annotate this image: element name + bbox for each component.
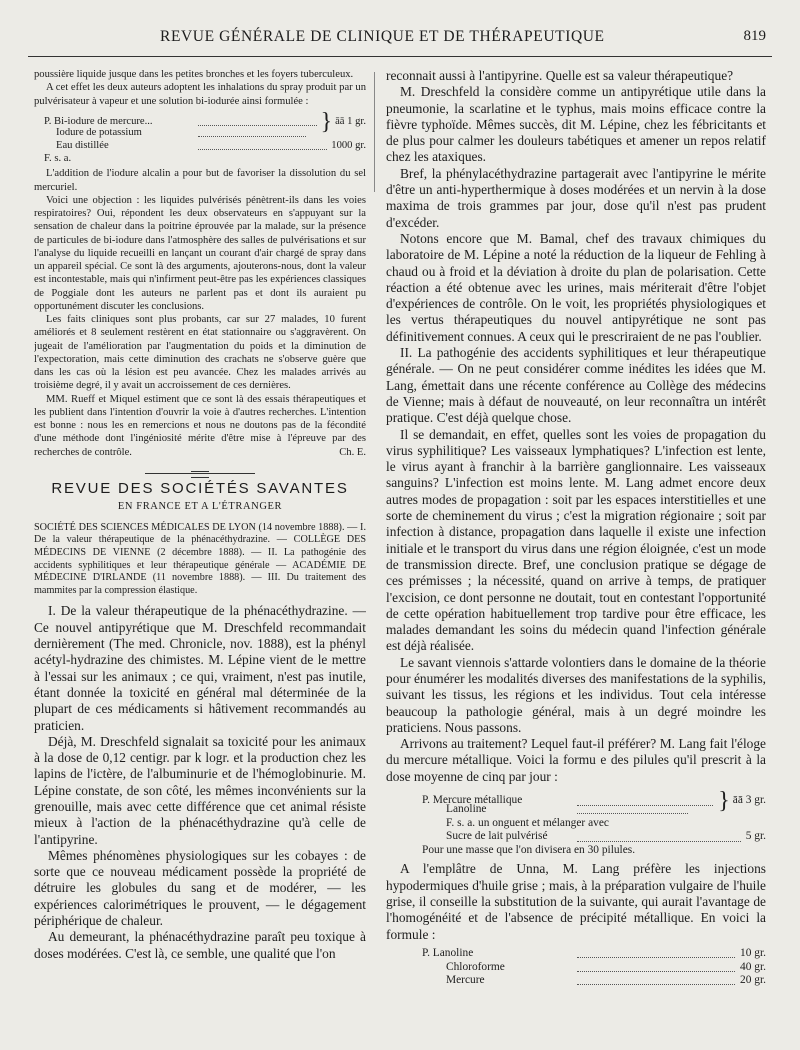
paragraph: Mêmes phénomènes physiologiques sur les cobayes : de sorte que ce nouveau médicament possède la propriété de détruire les globules du sang et de modérer, — les expériences calorimétriques le prouvent, — le dégagement périphérique de chaleur. bbox=[34, 847, 366, 929]
formula-huile-grise bbox=[422, 947, 766, 988]
section-ornament bbox=[145, 473, 255, 474]
paragraph: Arrivons au traitement? Lequel faut-il préférer? M. Lang fait l'éloge du mercure métallique. Voici la formu e des pilules qu'il prescrit à la dose moyenne de cinq par jour : bbox=[386, 736, 766, 784]
paragraph: Déjà, M. Dreschfeld signalait sa toxicité pour les animaux à la dose de 0,12 centigr. par k logr. et la production chez les lapins de l'ictère, de l'albuminurie et de l'hémoglobinurie. M. Lépine constate, de son côté, les mêmes inconvénients sur la grenouille, mais avec cette différence que cet animal résiste mieux à l'action de la phénacéthydrazine qu'à celle de l'antipyrine. bbox=[34, 733, 366, 847]
paragraph: Notons encore que M. Bamal, chef des travaux chimiques du laboratoire de M. Lépine a noté la réduction de la liqueur de Fehling à chaud ou à froid et la déviation à droite du plan de polarisation. Cette réaction a été obtenue avec les urines, mais mériterait d'être l'objet d'expériences de contrôle. On le voit, les propriétés physiologiques et les vertus thérapeutiques du nouvel antipyrétique ne sont pas définitivement connues. A ceux qui le prescriraient de ne pas l'oublier. bbox=[386, 230, 766, 344]
paragraph: reconnait aussi à l'antipyrine. Quelle est sa valeur thérapeutique? bbox=[386, 68, 734, 83]
paragraph: L'addition de l'iodure alcalin a pour but de favoriser la dissolution du sel mercuriel. bbox=[34, 168, 366, 193]
formula-item: Mercure bbox=[446, 974, 485, 987]
section-subtitle: EN FRANCE ET A L'ÉTRANGER bbox=[117, 500, 283, 512]
formula-dose: 1000 gr. bbox=[331, 139, 366, 151]
right-column bbox=[386, 68, 766, 1043]
formula-item: Lanoline bbox=[446, 803, 487, 816]
formula-dose: āā 1 gr. bbox=[335, 116, 366, 128]
paragraph-text: MM. Rueff et Miquel estiment que ce sont là des essais thérapeutiques et les publient dans l'intention d'ouvrir la voie à d'autres recherches. L'intention est bonne : nous les en remercions et nous ne doutons pas de la fécondité d'une méthode dont l'ingéniosité mérite d'être mise à l'épreuve par des recherches de contrôle. bbox=[34, 393, 366, 458]
journal-title: REVUE GÉNÉRALE DE CLINIQUE ET DE THÉRAPEUTIQUE bbox=[160, 28, 605, 45]
column-separator bbox=[374, 72, 375, 192]
formula-bi-iodure: P. Bi-iodure de mercure... } āā 1 gr. Iodure de potassium Eau distillée 1000 gr. F. s. a. bbox=[44, 108, 366, 165]
paragraph: A cet effet les deux auteurs adoptent les inhalations du spray produit par un pulvérisateur à vapeur et une solution bi-iodurée ainsi formulée : bbox=[34, 82, 366, 107]
formula-item: Sucre de lait pulvérisé bbox=[446, 830, 548, 843]
paragraph: II. La pathogénie des accidents syphilitiques et leur thérapeutique générale. — On ne peut considérer comme inédites les idées que M. Lang, émettait dans une récente conférence au Collège des médecins de Vienne; mais à défaut de nouveauté, on leur reconnaîtra un intérêt pratique. C'est déjà quelque chose. bbox=[386, 345, 766, 426]
paragraph: poussière liquide jusque dans les petites bronches et les foyers tuberculeux. bbox=[34, 69, 354, 80]
running-head bbox=[0, 22, 800, 50]
formula-item: P. Bi-iodure de mercure... bbox=[44, 116, 153, 128]
formula-item: Chloroforme bbox=[446, 960, 505, 973]
formula-dose: 10 gr. bbox=[740, 946, 766, 959]
formula-pilules: P. Mercure métallique } āā 3 gr. Lanoline F. s. a. un onguent et mélanger avec Sucre de lait pulvérisé 5 gr. Pour une masse que l'on divisera en 30 pilules. bbox=[422, 788, 766, 856]
section-title: REVUE DES SOCIÉTÉS SAVANTES bbox=[51, 479, 349, 497]
formula-note: Pour une masse que l'on divisera en 30 pilules. bbox=[422, 843, 636, 856]
formula-note: F. s. a. un onguent et mélanger avec bbox=[446, 816, 609, 829]
formula-note: F. s. a. bbox=[44, 153, 72, 165]
formula-dose: 5 gr. bbox=[745, 830, 766, 843]
paragraph: I. De la valeur thérapeutique de la phénacéthydrazine. — Ce nouvel antipyrétique que M. Dreschfeld recommandait dernièrement (The med. Chronicle, nov. 1888), est la phényl acétyl-hydrazine des chimistes. M. Lépine vient de le mettre à l'essai sur les animaux ; ce qui, vraiment, n'est pas inutile, étant donnée la toxicité en général mal déterminée de la plupart de ces médicaments si hâtivement recommandés au praticien. bbox=[34, 603, 366, 733]
page-number: 819 bbox=[743, 28, 766, 44]
formula-dose: āā 3 gr. bbox=[732, 794, 766, 807]
formula-item: P. Lanoline bbox=[422, 946, 474, 959]
paragraph: M. Dreschfeld la considère comme un antipyrétique utile dans la pneumonie, la scarlatine et le typhus, mais moins efficace contre la fièvre typhoïde. Mêmes succès, dit M. Lépine, chez les fébricitants et de plus pour calmer les douleurs tabétiques et amener un repos relatif chez les ataxiques. bbox=[386, 84, 766, 165]
paragraph: Il se demandait, en effet, quelles sont les voies de propagation du virus syphilitique? Les vaisseaux lymphatiques? L'infection est lente, le virus ayant à franchir à la barrière ganglionnaire. Les vaisseaux sanguins? L'infection est moins lente. M. Lang admet encore deux autres modes de propagation : soit par les espaces interstitielles et une sorte de cheminement du virus ; c'est la migration régionaire ; soit par infection à distance, propagation dans laquelle il existe une infection initiale et le transport du virus dans une région éloignée, c'est un mode de transmission directe. Bref, une conclusion pratique se dégage de ces prémisses ; la nécessité, quand on arrive à temps, de pratiquer l'excision, ce dont personne ne doutait, tout en contestant l'opportunité de cette opération habituellement trop tardive pour être efficace, les malades demandant les soins du médecin quand l'infection générale est déjà réalisée. bbox=[386, 426, 766, 654]
formula-dose: 40 gr. bbox=[740, 960, 766, 973]
paragraph bbox=[34, 393, 366, 459]
left-column bbox=[34, 68, 366, 1043]
signature: Ch. E. bbox=[339, 446, 366, 458]
formula-item: Eau distillée bbox=[56, 139, 109, 151]
formula-dose: 20 gr. bbox=[740, 974, 766, 987]
paragraph: Bref, la phénylacéthydrazine partagerait avec l'antipyrine le mérite d'être un anti-hyperthermique à doses modérées et un nervin à la dose maxima de trois grammes par jour, dose qu'il n'est pas prudent d'excéder. bbox=[386, 165, 766, 230]
formula-item: P. Mercure métallique bbox=[422, 794, 523, 807]
paragraph: Le savant viennois s'attarde volontiers dans le domaine de la théorie pour énumérer les modalités diverses des manifestations de la syphilis, suivant les tissus, les régions et les individus. Tout cela intéresse beaucoup la pathologie général, mais à un degré moindre les praticiens. Nous passons. bbox=[386, 654, 766, 735]
paragraph: Voici une objection : les liquides pulvérisés pénètrent-ils dans les voies respiratoires? Oui, répondent les deux observateurs en s'appuyant sur la sensation de chaleur dans la poitrine éprouvée par la malade, sur la présence de particules de bi-iodure dans l'atmosphère des salles de pulvérisations et sur l'analyse du liquide recueilli en lançant un courant d'air chargé de spray dans un appareil spécial. Ce sont là des arguments, ajouterons-nous, dont la valeur est incontestable, mais qui n'infirment peut-être pas les expériences classiques de Poggiale dont les auteurs ne parlent pas et dont ils auraient pu opportunément discuter les conclusions. bbox=[34, 194, 366, 312]
header-rule bbox=[28, 56, 772, 57]
paragraph: A l'emplâtre de Unna, M. Lang préfère les injections hypodermiques d'huile grise ; mais, à la préparation vulgaire de l'huile grise, il conseille la substitution de la suivante, qui aurait l'avantage de l'homogénéité et de l'absence de précipité métallique. En voici la formule : bbox=[386, 861, 766, 942]
paragraph: Les faits cliniques sont plus probants, car sur 27 malades, 10 furent améliorés et 8 seulement restèrent en état stationnaire ou s'aggravèrent. On jugeait de l'amélioration par l'augmentation du poids et la diminution de l'expectoration, mais cette diminution des crachats ne s'observe guère que dans les cas où la lésion est peu avancée. Chez les malades arrivés au troisième degré, il y avait un accroissement de ces dernières. bbox=[34, 314, 366, 392]
section-summary: SOCIÉTÉ DES SCIENCES MÉDICALES DE LYON (14 novembre 1888). — I. De la valeur thérapeutique de la phénacéthydrazine. — COLLÈGE DES MÉDECINS DE VIENNE (2 décembre 1888). — II. La pathogénie des accidents syphilitiques et leur thérapeutique générale — ACADÉMIE DE MÉDECINE D'IRLANDE (11 novembre 1888). — III. Du traitement des mammites par la compression élastique. bbox=[34, 521, 366, 596]
paragraph: Au demeurant, la phénacéthydrazine paraît peu toxique à doses modérées. C'est là, ce semble, une qualité que l'on bbox=[34, 929, 366, 961]
formula-item: Iodure de potassium bbox=[56, 126, 142, 138]
